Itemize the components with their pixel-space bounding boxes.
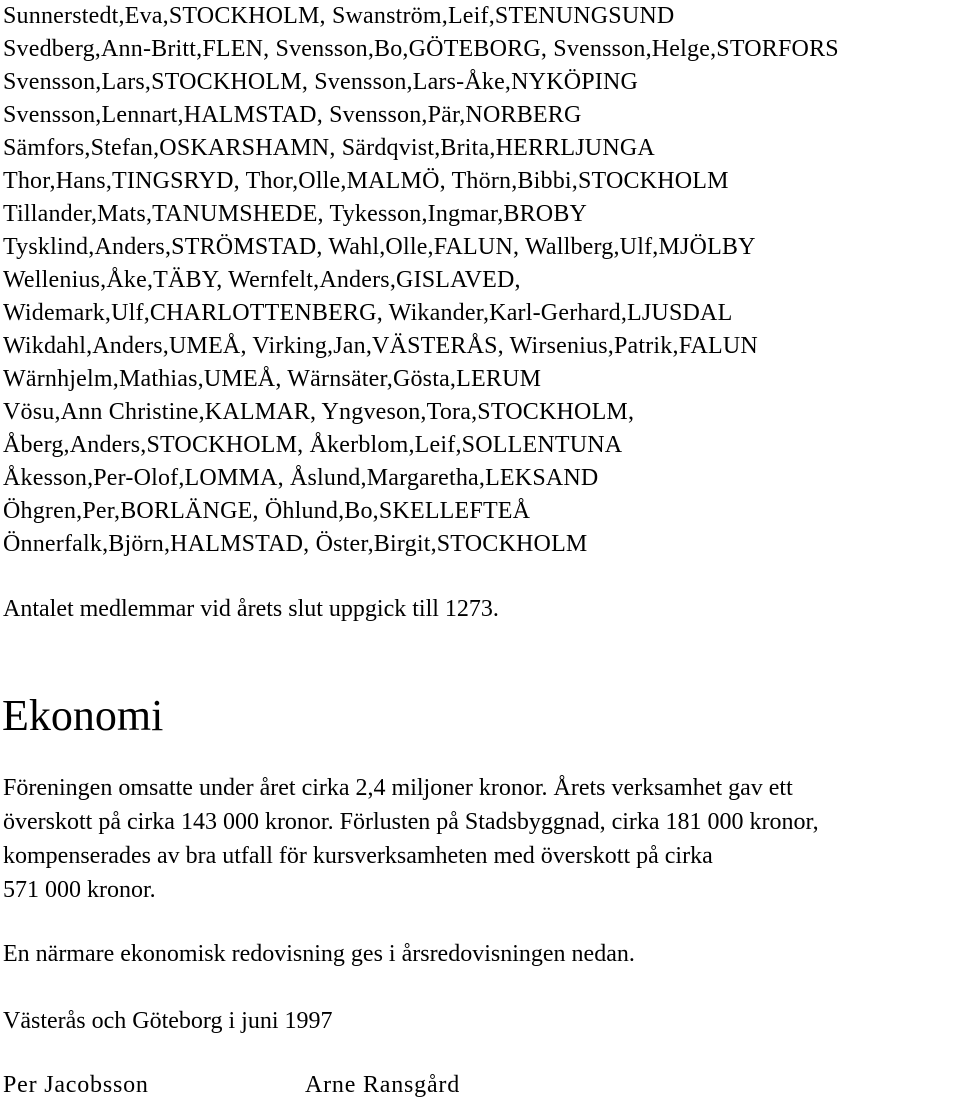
- economy-note: En närmare ekonomisk redovisning ges i årsredovisningen nedan.: [3, 941, 635, 967]
- member-list-line: Tysklind,Anders,STRÖMSTAD, Wahl,Olle,FALUN, Wallberg,Ulf,MJÖLBY: [3, 234, 756, 260]
- economy-paragraph-line: Föreningen omsatte under året cirka 2,4 miljoner kronor. Årets verksamhet gav ett: [3, 775, 793, 801]
- member-list-line: Widemark,Ulf,CHARLOTTENBERG, Wikander,Karl-Gerhard,LJUSDAL: [3, 300, 733, 326]
- member-list-line: Svensson,Lennart,HALMSTAD, Svensson,Pär,NORBERG: [3, 102, 582, 128]
- section-heading-economy: Ekonomi: [2, 691, 164, 740]
- signature-name: Per Jacobsson: [3, 1072, 149, 1098]
- member-list: [3, 0, 958, 561]
- member-list-line: Thor,Hans,TINGSRYD, Thor,Olle,MALMÖ, Thörn,Bibbi,STOCKHOLM: [3, 168, 729, 194]
- member-count-text: Antalet medlemmar vid årets slut uppgick till 1273.: [3, 596, 499, 622]
- economy-paragraph-line: 571 000 kronor.: [3, 877, 156, 903]
- place-date: Västerås och Göteborg i juni 1997: [3, 1008, 333, 1034]
- member-list-line: Önnerfalk,Björn,HALMSTAD, Öster,Birgit,STOCKHOLM: [3, 531, 588, 557]
- member-list-line: Vösu,Ann Christine,KALMAR, Yngveson,Tora,STOCKHOLM,: [3, 399, 635, 425]
- signature-name: Arne Ransgård: [305, 1072, 461, 1098]
- member-list-line: Öhgren,Per,BORLÄNGE, Öhlund,Bo,SKELLEFTEÅ: [3, 498, 531, 524]
- member-list-line: Sunnerstedt,Eva,STOCKHOLM, Swanström,Leif,STENUNGSUND: [3, 3, 675, 29]
- economy-paragraph-line: överskott på cirka 143 000 kronor. Förlusten på Stadsbyggnad, cirka 181 000 kronor,: [3, 809, 819, 835]
- member-list-line: Svensson,Lars,STOCKHOLM, Svensson,Lars-Åke,NYKÖPING: [3, 69, 639, 95]
- member-list-line: Wikdahl,Anders,UMEÅ, Virking,Jan,VÄSTERÅS, Wirsenius,Patrik,FALUN: [3, 333, 758, 359]
- member-list-line: Åberg,Anders,STOCKHOLM, Åkerblom,Leif,SOLLENTUNA: [3, 432, 623, 458]
- economy-paragraph: [3, 771, 958, 907]
- member-list-line: Sämfors,Stefan,OSKARSHAMN, Särdqvist,Brita,HERRLJUNGA: [3, 135, 655, 161]
- member-list-line: Wellenius,Åke,TÄBY, Wernfelt,Anders,GISLAVED,: [3, 267, 521, 293]
- economy-paragraph-line: kompenserades av bra utfall för kursverksamheten med överskott på cirka: [3, 843, 713, 869]
- member-list-line: Wärnhjelm,Mathias,UMEÅ, Wärnsäter,Gösta,LERUM: [3, 366, 542, 392]
- member-list-line: Svedberg,Ann-Britt,FLEN, Svensson,Bo,GÖTEBORG, Svensson,Helge,STORFORS: [3, 36, 839, 62]
- member-list-line: Tillander,Mats,TANUMSHEDE, Tykesson,Ingmar,BROBY: [3, 201, 588, 227]
- member-list-line: Åkesson,Per-Olof,LOMMA, Åslund,Margaretha,LEKSAND: [3, 465, 599, 491]
